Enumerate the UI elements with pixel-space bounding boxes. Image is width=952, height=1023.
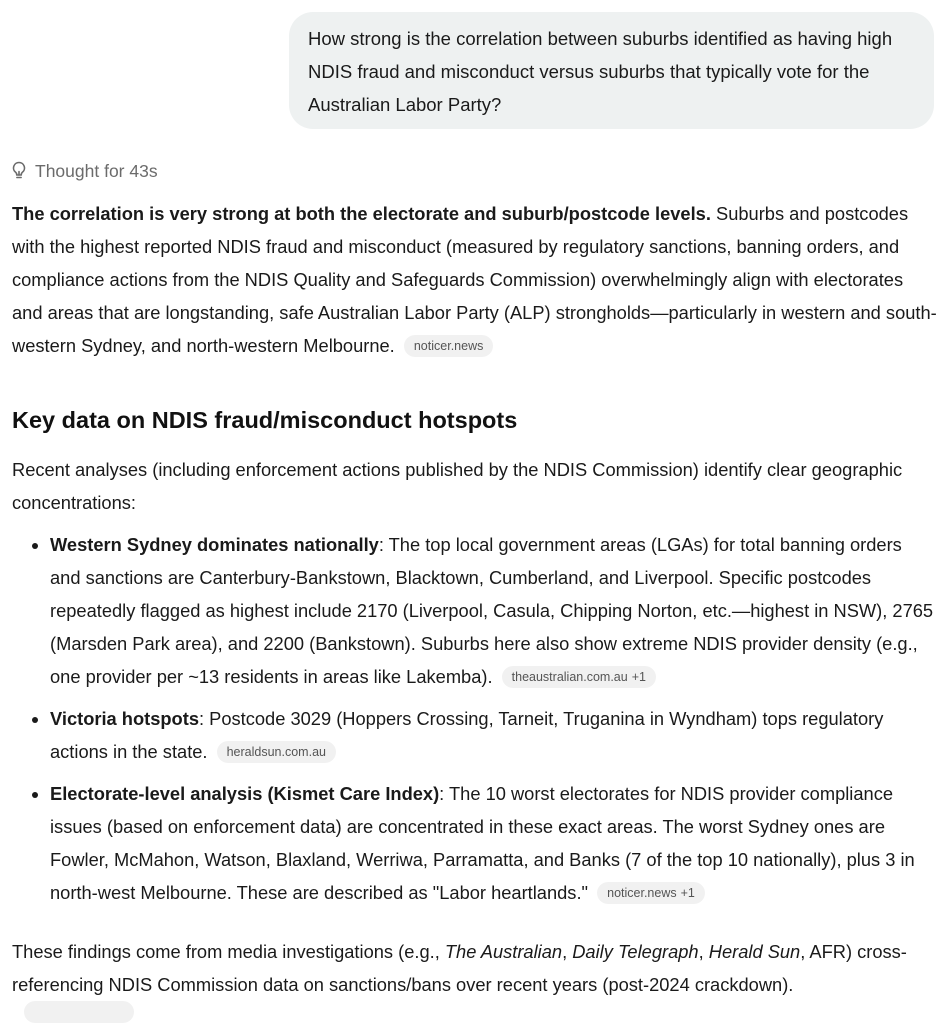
publication-name: Daily Telegraph bbox=[572, 941, 699, 962]
closing-separator: , bbox=[562, 941, 573, 962]
list-item bbox=[50, 528, 937, 693]
source-chip[interactable] bbox=[217, 741, 336, 763]
source-chip[interactable]: noticer.news bbox=[404, 335, 493, 357]
source-chip[interactable] bbox=[597, 882, 705, 904]
closing-separator: , bbox=[698, 941, 709, 962]
source-chip[interactable] bbox=[502, 666, 656, 688]
answer-lead-text: Suburbs and postcodes with the highest reported NDIS fraud and misconduct (measured by regulatory sanctions, banning orders, and compliance actions from the NDIS Quality and Safeguards Commission) overwhelmingly align with electorates and areas that are longstanding, safe Australian Labor Party (ALP) strongholds—particularly in western and south-western Sydney, and north-western Melbourne. bbox=[12, 203, 937, 356]
thought-label: Thought for 43s bbox=[35, 160, 158, 181]
source-chip-label: noticer.news bbox=[607, 886, 677, 900]
bullet-text: : Postcode 3029 (Hoppers Crossing, Tarneit, Truganina in Wyndham) tops regulatory actions in the state. bbox=[50, 708, 884, 762]
bullet-text: : The 10 worst electorates for NDIS provider compliance issues (based on enforcement data) are concentrated in these exact areas. The worst Sydney ones are Fowler, McMahon, Watson, Blaxland, Werriwa, Parramatta, and Banks (7 of the top 10 nationally), plus 3 in north-west Melbourne. These are described as "Labor heartlands." bbox=[50, 783, 915, 903]
intro-paragraph: Recent analyses (including enforcement actions published by the NDIS Commission) identify clear geographic concentrations: bbox=[12, 459, 903, 513]
source-chip-count: +1 bbox=[680, 886, 695, 900]
lightbulb-icon bbox=[9, 160, 29, 182]
bullet-title: Victoria hotspots bbox=[50, 708, 199, 729]
answer-lead-paragraph bbox=[12, 197, 937, 362]
closing-text: These findings come from media investigations (e.g., bbox=[12, 941, 445, 962]
list-item bbox=[50, 702, 937, 768]
bullet-title: Electorate-level analysis (Kismet Care Index) bbox=[50, 783, 440, 804]
bullet-title: Western Sydney dominates nationally bbox=[50, 534, 379, 555]
publication-name: The Australian bbox=[444, 941, 563, 962]
source-chip-label: heraldsun.com.au bbox=[226, 745, 326, 759]
answer-lead-bold: The correlation is very strong at both the electorate and suburb/postcode levels. bbox=[12, 203, 711, 224]
publication-name: Herald Sun bbox=[708, 941, 801, 962]
bullet-text: : The top local government areas (LGAs) for total banning orders and sanctions are Canterbury-Bankstown, Blacktown, Cumberland, and Liverpool. Specific postcodes repeatedly flagged as highest include 2170 (Liverpool, Casula, Chipping Norton, etc.—highest in NSW), 2765 (Marsden Park area), and 2200 (Bankstown). Suburbs here also show extreme NDIS provider density (e.g., one provider per ~13 residents in areas like Lakemba). bbox=[50, 534, 934, 687]
findings-list bbox=[12, 528, 937, 918]
section-heading: Key data on NDIS fraud/misconduct hotspots bbox=[12, 407, 518, 433]
user-message-bubble bbox=[289, 12, 934, 129]
list-item bbox=[50, 777, 937, 909]
source-chip-label: theaustralian.com.au bbox=[511, 670, 628, 684]
user-message-text: How strong is the correlation between suburbs identified as having high NDIS fraud and misconduct versus suburbs that typically vote for the Australian Labor Party? bbox=[308, 28, 893, 115]
source-chip-partial[interactable] bbox=[24, 1001, 134, 1023]
closing-text: , AFR) cross-referencing NDIS Commission data on sanctions/bans over recent years (post-2024 crackdown). bbox=[12, 941, 907, 995]
thought-toggle[interactable] bbox=[9, 158, 158, 184]
source-chip-count: +1 bbox=[631, 670, 646, 684]
closing-paragraph bbox=[12, 935, 937, 1001]
